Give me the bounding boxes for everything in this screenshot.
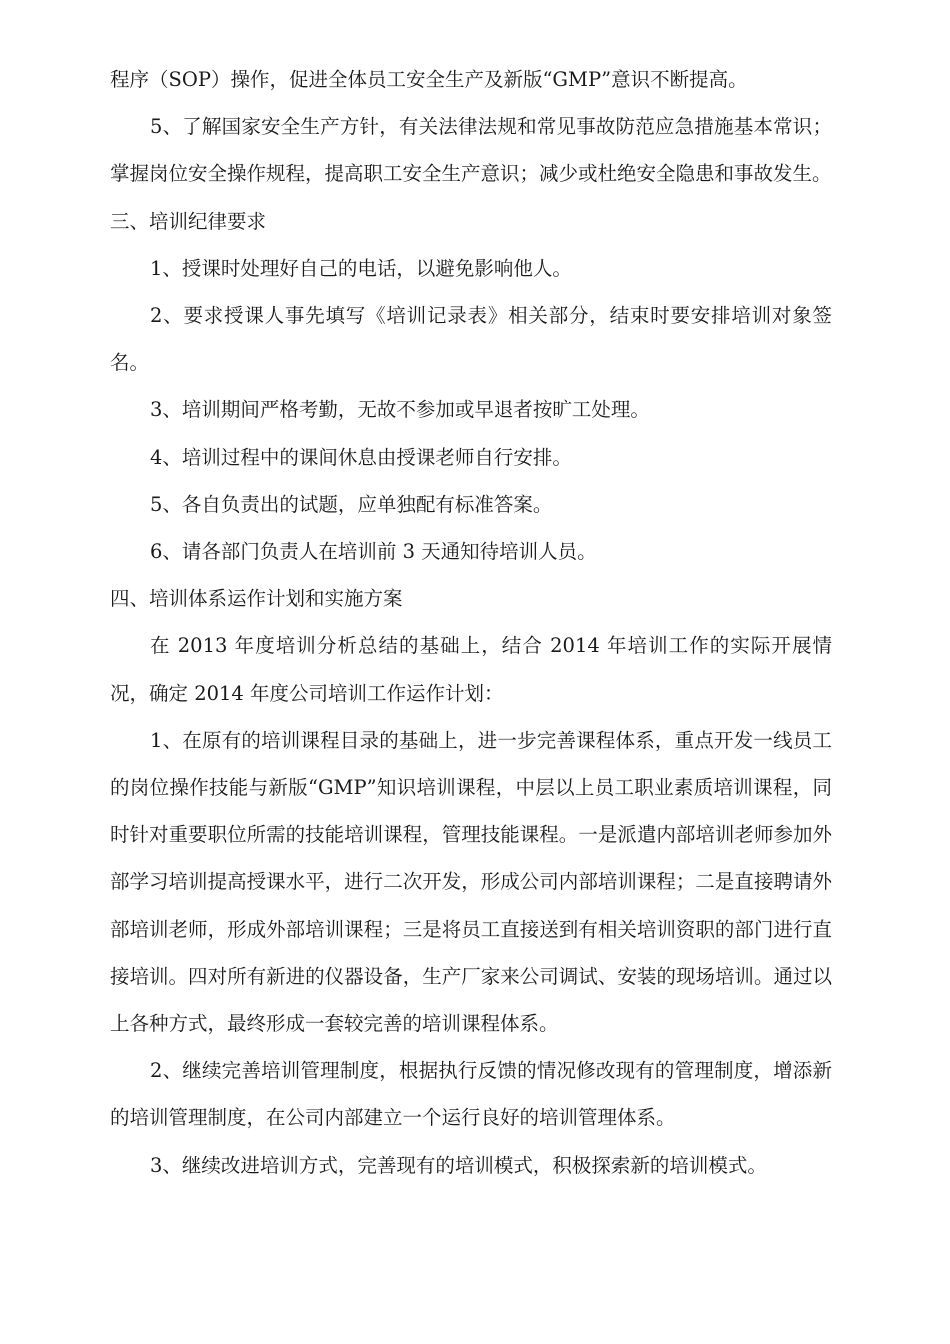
plan-item-3: 3、继续改进培训方式，完善现有的培训模式，积极探索新的培训模式。 [149, 1153, 767, 1177]
rule-item-3: 3、培训期间严格考勤，无故不参加或早退者按旷工处理。 [149, 398, 650, 422]
paragraph-plan-intro: 在 2013 年度培训分析总结的基础上，结合 2014 年培训工作的实际开展情况，确定 2014 年度公司培训工作运作计划： [110, 634, 832, 705]
rule-item-1: 1、授课时处理好自己的电话，以避免影响他人。 [149, 256, 572, 280]
plan-item-2: 2、继续完善培训管理制度，根据执行反馈的情况修改现有的管理制度，增添新的培训管理制度，在公司内部建立一个运行良好的培训管理体系。 [110, 1059, 832, 1130]
rule-item-6: 6、请各部门负责人在培训前 3 天通知待培训人员。 [149, 540, 597, 564]
rule-item-4: 4、培训过程中的课间休息由授课老师自行安排。 [149, 445, 572, 469]
rule-item-5: 5、各自负责出的试题，应单独配有标准答案。 [149, 492, 553, 516]
rule-item-2: 2、要求授课人事先填写《培训记录表》相关部分，结束时要安排培训对象签名。 [110, 304, 832, 375]
plan-item-1: 1、在原有的培训课程目录的基础上，进一步完善课程体系，重点开发一线员工的岗位操作技能与新版“GMP”知识培训课程，中层以上员工职业素质培训课程，同时针对重要职位所需的技能培训课程，管理技能课程。一是派遣内部培训老师参加外部学习培训提高授课水平，进行二次开发，形成公司内部培训课程；二是直接聘请外部培训老师，形成外部培训课程；三是将员工直接送到有相关培训资职的部门进行直接培训。四对所有新进的仪器设备，生产厂家来公司调试、安装的现场培训。通过以上各种方式，最终形成一套较完善的培训课程体系。 [110, 728, 832, 1036]
paragraph-item-5-safety: 5、了解国家安全生产方针，有关法律法规和常见事故防范应急措施基本常识；掌握岗位安全操作规程，提高职工安全生产意识；减少或杜绝安全隐患和事故发生。 [110, 115, 832, 186]
paragraph-sop-continuation: 程序（SOP）操作，促进全体员工安全生产及新版“GMP”意识不断提高。 [110, 68, 748, 91]
document-body [110, 56, 832, 1189]
section-heading-3: 三、培训纪律要求 [110, 209, 267, 233]
section-heading-4: 四、培训体系运作计划和实施方案 [110, 587, 403, 611]
